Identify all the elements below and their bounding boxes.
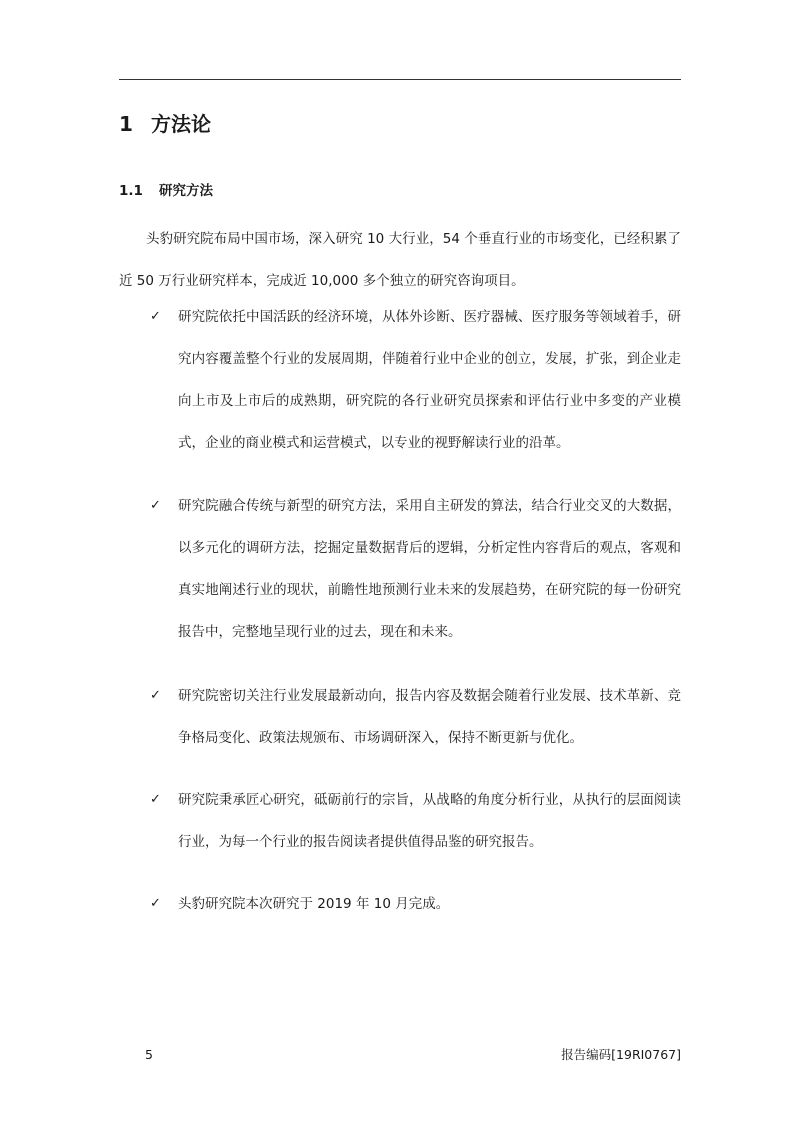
bullet-text: 研究院融合传统与新型的研究方法，采用自主研发的算法，结合行业交叉的大数据，以多元化的调研方法，挖掘定量数据背后的逻辑，分析定性内容背后的观点，客观和真实地阐述行业的现状，前瞻性地预测行业未来的发展趋势，在研究院的每一份研究报告中，完整地呈现行业的过去，现在和未来。 bbox=[178, 498, 681, 640]
bullet-item bbox=[150, 883, 681, 925]
section-title: 方法论 bbox=[151, 112, 211, 136]
bullet-text: 研究院密切关注行业发展最新动向，报告内容及数据会随着行业发展、技术革新、竞争格局变化、政策法规颁布、市场调研深入，保持不断更新与优化。 bbox=[178, 688, 681, 746]
header-rule bbox=[119, 79, 681, 80]
checkmark-icon: ✓ bbox=[150, 792, 161, 807]
bullet-text: 研究院依托中国活跃的经济环境，从体外诊断、医疗器械、医疗服务等领域着手，研究内容覆盖整个行业的发展周期，伴随着行业中企业的创立，发展，扩张，到企业走向上市及上市后的成熟期，研究院的各行业研究员探索和评估行业中多变的产业模式，企业的商业模式和运营模式，以专业的视野解读行业的沿革。 bbox=[178, 309, 681, 451]
checkmark-icon: ✓ bbox=[150, 498, 161, 513]
report-code: 报告编码[19RI0767] bbox=[561, 1047, 681, 1062]
bullet-item bbox=[150, 296, 681, 464]
bullet-item bbox=[150, 675, 681, 759]
section-number: 1 bbox=[119, 112, 133, 136]
section-heading bbox=[119, 110, 211, 138]
bullet-item bbox=[150, 485, 681, 653]
checkmark-icon: ✓ bbox=[150, 309, 161, 324]
intro-paragraph: 头豹研究院布局中国市场，深入研究 10 大行业，54 个垂直行业的市场变化，已经积累了近 50 万行业研究样本，完成近 10,000 多个独立的研究咨询项目。 bbox=[119, 231, 681, 289]
checkmark-icon: ✓ bbox=[150, 896, 161, 911]
subsection-number: 1.1 bbox=[119, 183, 143, 199]
subsection-heading bbox=[119, 181, 213, 201]
bullet-item bbox=[150, 779, 681, 863]
bullet-text: 研究院秉承匠心研究，砥砺前行的宗旨，从战略的角度分析行业，从执行的层面阅读行业，为每一个行业的报告阅读者提供值得品鉴的研究报告。 bbox=[178, 792, 681, 850]
checkmark-icon: ✓ bbox=[150, 688, 161, 703]
bullet-text: 头豹研究院本次研究于 2019 年 10 月完成。 bbox=[178, 896, 450, 912]
page-number: 5 bbox=[145, 1047, 153, 1062]
subsection-title: 研究方法 bbox=[159, 183, 213, 199]
